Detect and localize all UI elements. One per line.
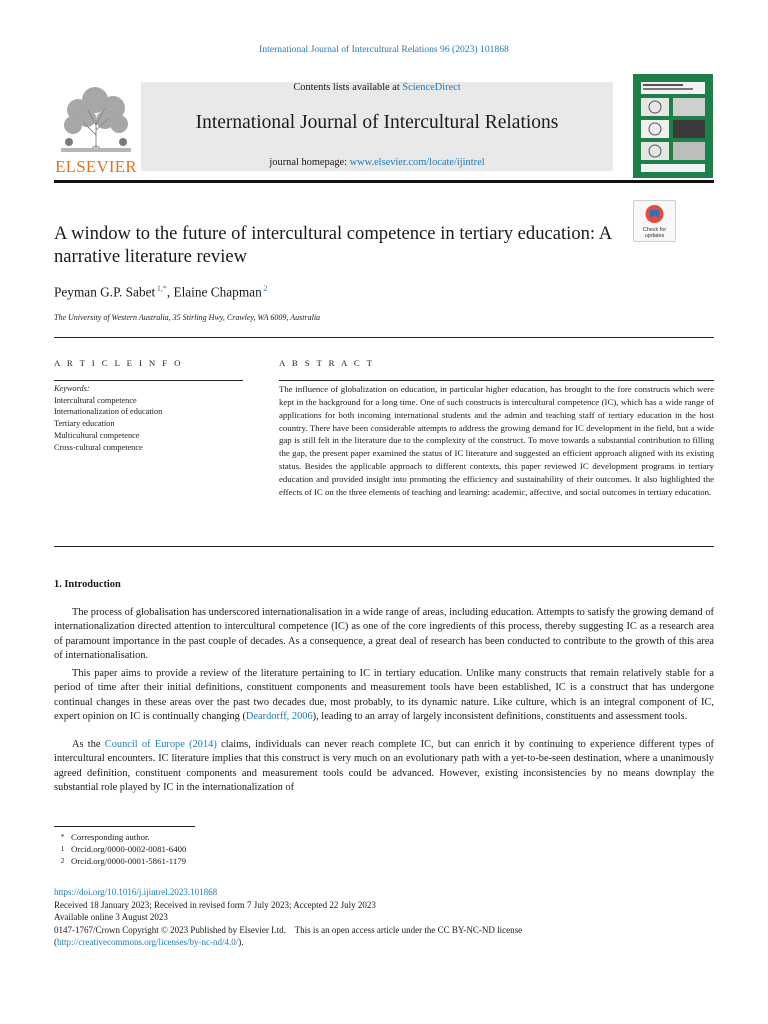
contents-prefix: Contents lists available at bbox=[293, 82, 403, 93]
received-dates: Received 18 January 2023; Received in revised form 7 July 2023; Accepted 22 July 2023 bbox=[54, 899, 376, 910]
header-divider bbox=[54, 180, 714, 183]
footnote-divider bbox=[54, 826, 195, 827]
author-name[interactable]: Peyman G.P. Sabet bbox=[54, 284, 156, 300]
footnote-text: Orcid.org/0000-0001-5861-1179 bbox=[71, 856, 187, 867]
keyword-item: Tertiary education bbox=[54, 419, 115, 429]
footnote-item bbox=[54, 855, 186, 867]
paper-title: A window to the future of intercultural competence in tertiary education: A narrative literature review bbox=[54, 223, 612, 267]
footnote-mark: 2 bbox=[60, 856, 65, 866]
keyword-item: Cross-cultural competence bbox=[54, 442, 143, 452]
footnotes bbox=[54, 831, 186, 868]
intro-paragraph-3-text-a: As the bbox=[72, 739, 105, 750]
article-info-heading: A R T I C L E I N F O bbox=[54, 358, 183, 368]
homepage-line bbox=[141, 157, 613, 168]
doi-link[interactable]: https://doi.org/10.1016/j.ijintrel.2023.101868 bbox=[54, 887, 218, 897]
abstract-divider bbox=[279, 380, 714, 381]
keyword-item: Intercultural competence bbox=[54, 395, 137, 405]
intro-paragraph-1 bbox=[54, 606, 714, 664]
intro-paragraph-2-text-a: This paper aims to provide a review of the literature pertaining to IC in tertiary education. Unlike many constructs that remain relatively stable for a period of time after their initial definitions, constituent components and measurement tools have been established, IC is a construct that has undergone continual changes in these areas over the past two decades due, most probably, to its dynamic nature. Like culture, which is an integral component of IC, expert opinion on IC is continually changing ( bbox=[54, 668, 714, 723]
license-link[interactable]: http://creativecommons.org/licenses/by-nc-nd/4.0/ bbox=[57, 937, 239, 948]
citation-council-of-europe-link[interactable]: Council of Europe (2014) bbox=[104, 739, 217, 750]
contents-line bbox=[141, 82, 613, 93]
intro-paragraph-2-text-b: ), leading to an array of largely inconsistent definitions, constituents and assessment tools. bbox=[312, 711, 688, 723]
publication-info bbox=[54, 886, 714, 949]
homepage-prefix: journal homepage: bbox=[269, 157, 350, 168]
affiliation: The University of Western Australia, 35 Stirling Hwy, Crawley, WA 6009, Australia bbox=[54, 313, 321, 322]
footnote-text: Corresponding author. bbox=[71, 832, 150, 842]
intro-paragraph-3 bbox=[54, 738, 714, 796]
footnote-mark: 1 bbox=[60, 844, 65, 854]
section-divider bbox=[54, 337, 714, 338]
intro-paragraph-3-text-b: claims, individuals can never reach complete IC, but can enrich it by continuing to experience different types of intercultural encounters. IC literature implies that this construct is very much on an evolutionary path with a yet-to-be-seen destination, where a unanimously agreed definition, constituent components and measurement tools could be advanced. However, existing inconsistencies by no means downplay the substantial role played by IC in the internationalization of bbox=[54, 739, 714, 794]
author-affiliation-marks[interactable]: 2 bbox=[263, 284, 268, 293]
intro-paragraph-1-text: The process of globalisation has underscored internationalisation in a wide range of areas, including education. Attempts to satisfy the growing demand of internationalization directed attention to intercultural competence (IC) as one of the core ingredients of this process, thereby suggesting IC as a research area of paramount importance in the past couple of decades. As a consequence, a great deal of research has been conducted to contribute to the growth of this area of internationalisation. bbox=[54, 607, 714, 662]
check-updates-label-1: Check for bbox=[642, 227, 667, 233]
available-online: Available online 3 August 2023 bbox=[54, 912, 168, 923]
citation-deardorff-link[interactable]: Deardorff, 2006 bbox=[245, 711, 313, 723]
sciencedirect-link[interactable]: ScienceDirect bbox=[402, 82, 461, 93]
author-list: Peyman G.P. Sabet $^{1,*}$, Elaine Chapman $^2$ bbox=[54, 284, 268, 300]
journal-homepage-link[interactable]: www.elsevier.com/locate/ijintrel bbox=[349, 157, 485, 168]
abstract-text: The influence of globalization on education, in particular higher education, has brought to the fore constructs which were kept in the background for a long time. One of such constructs is intercultural competence (IC), which has a wide range of applications for both incoming international students and the admin and teaching staff of tertiary education in the host country. There have been considerable attempts to address the growing demand for IC development in the field, but a wide gap is still felt in the literature due to the complexity of the construct. To move towards a substantial contribution to filling the gap, the present paper examined the status of IC literature and suggested an efficient approach aligned with its existing status. Besides the applicable approach to different contexts, this paper reviewed IC development programs in tertiary education and provided insight into promoting the efficiency and sustainability of their outcomes. It also highlighted the effects of IC on the three elements of teaching and learning: academic, affective, and social outcomes in tertiary education. bbox=[279, 384, 714, 497]
abstract-bottom-divider bbox=[54, 546, 714, 547]
introduction-heading: 1. Introduction bbox=[54, 579, 121, 590]
abstract-heading: A B S T R A C T bbox=[279, 358, 375, 368]
author-affiliation-marks[interactable]: 1,* bbox=[156, 284, 167, 293]
footnote-text: Orcid.org/0000-0002-0081-6400 bbox=[71, 844, 187, 855]
intro-paragraph-2 bbox=[54, 667, 714, 725]
journal-cover-thumbnail[interactable] bbox=[633, 74, 713, 178]
keywords-label: Keywords: bbox=[54, 384, 90, 393]
license-text: 0147-1767/Crown Copyright © 2023 Published by Elsevier Ltd. This is an open access article under the CC BY-NC-ND license bbox=[54, 924, 523, 935]
keyword-item: Multicultural competence bbox=[54, 430, 140, 440]
check-for-updates-button[interactable] bbox=[633, 200, 676, 242]
check-updates-label-2: updates bbox=[644, 233, 665, 239]
keyword-item: Internationalization of education bbox=[54, 407, 163, 417]
footnote-item bbox=[54, 831, 186, 843]
article-info-divider bbox=[54, 380, 243, 381]
author-name[interactable]: Elaine Chapman bbox=[173, 284, 262, 300]
elsevier-wordmark: ELSEVIER bbox=[55, 157, 137, 176]
footnote-mark: * bbox=[60, 832, 65, 841]
keywords-list bbox=[54, 383, 249, 453]
journal-citation-link[interactable]: International Journal of Intercultural Relations 96 (2023) 101868 bbox=[259, 44, 509, 55]
journal-title: International Journal of Intercultural Relations bbox=[195, 112, 559, 133]
check-updates-icon bbox=[634, 201, 675, 241]
license-statement: 0147-1767/Crown Copyright © 2023 Published by Elsevier Ltd. This is an open access article under the CC BY-NC-ND license (http://creativecommons.org/licenses/by-nc-nd/4.0/). bbox=[54, 924, 523, 948]
footnote-item bbox=[54, 843, 186, 855]
